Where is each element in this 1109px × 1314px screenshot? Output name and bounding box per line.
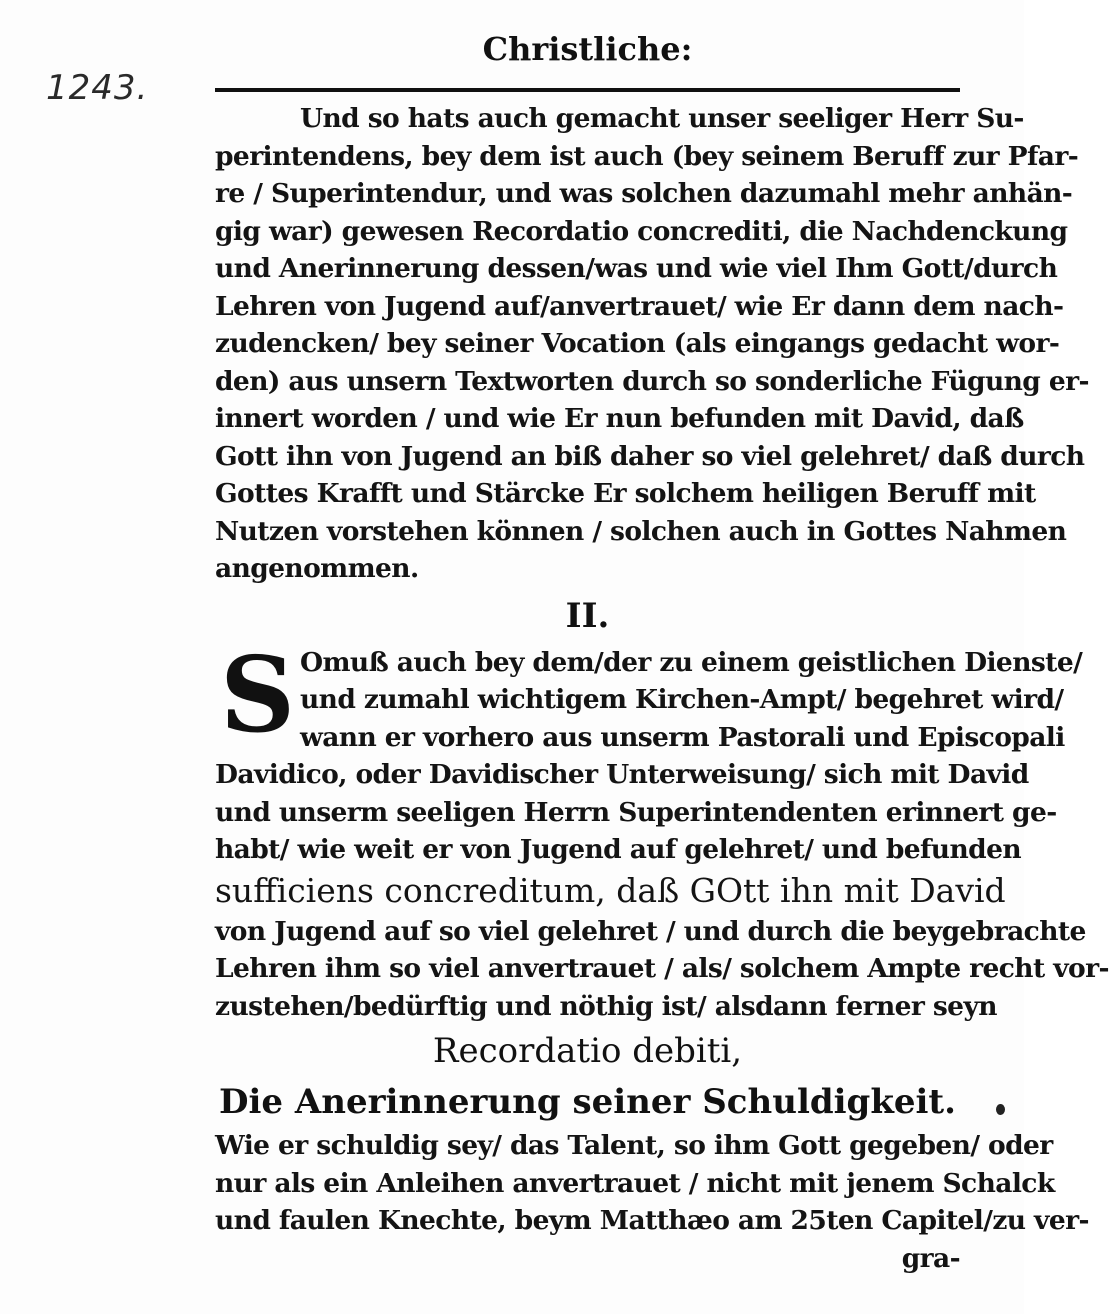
text-line: und unserm seeligen Herrn Superintendenten erinnert ge- [215,796,1057,828]
running-head: Christliche: [482,30,693,68]
heading-german: Die Anerinnerung seiner Schuldigkeit. [219,1082,956,1122]
text-line: und faulen Knechte, beym Matthæo am 25ten Capitel/zu ver- [215,1205,1089,1236]
text-line: zustehen/bedürftig und nöthig ist/ alsdann ferner seyn [215,990,997,1022]
text-line: Wie er schuldig sey/ das Talent, so ihm Gott gegeben/ oder [215,1130,1053,1161]
text-line: Und so hats auch gemacht unser seeliger Herr Su- [300,103,1024,134]
paragraph-3 [215,1127,1089,1277]
text-line: re / Superintendur, und was solchen dazumahl mehr anhän- [215,178,1073,209]
text-line: gig war) gewesen Recordatio concrediti, die Nachdenckung [215,215,1068,247]
text-line: perintendens, bey dem ist auch (bey seinem Beruff zur Pfar- [215,140,1079,172]
heading-latin: Recordatio debiti, [432,1031,743,1071]
paragraph-1 [215,100,1089,588]
text-line: innert worden / und wie Er nun befunden mit David, daß [215,403,1024,434]
text-line: habt/ wie weit er von Jugend auf gelehret/ und befunden [215,834,1021,865]
text-line: Lehren ihm so viel anvertrauet / als/ solchem Ampte recht vor- [215,953,1109,984]
text-line: wann er vorhero aus unserm Pastorali und Episcopali [300,721,1065,753]
text-line: Davidico, oder Davidischer Unterweisung/ sich mit David [215,759,1029,790]
text-line: und Anerinnerung dessen/was und wie viel Ihm Gott/durch [215,253,1058,284]
margin-dot [996,1104,1005,1115]
handwritten-margin-note: 1243. [46,68,149,108]
drop-cap-letter: S [220,632,296,756]
text-line: Nutzen vorstehen können / solchen auch in Gottes Nahmen [215,515,1067,547]
text-line: Gottes Krafft und Stärcke Er solchem heiligen Beruff mit [215,478,1036,509]
paragraph-2 [215,632,1109,1026]
text-line: Lehren von Jugend auf/anvertrauet/ wie Er dann dem nach- [215,290,1064,322]
text-line: zudencken/ bey seiner Vocation (als eingangs gedacht wor- [215,328,1060,359]
text-line: und zumahl wichtigem Kirchen-Ampt/ begehret wird/ [300,684,1064,715]
text-line: den) aus unsern Textworten durch so sonderliche Fügung er- [215,365,1089,397]
catchword: gra- [901,1242,960,1274]
body-text [215,100,1109,1277]
text-line: Omuß auch bey dem/der zu einem geistlichen Dienste/ [300,646,1083,678]
text-line: nur als ein Anleihen anvertrauet / nicht mit jenem Schalck [215,1167,1055,1199]
text-line: angenommen. [215,553,419,584]
text-line: sufficiens concreditum, daß GOtt ihn mit David [215,870,1006,910]
header-rule [215,88,960,92]
section-number: II. [565,595,610,636]
text-line: von Jugend auf so viel gelehret / und durch die beygebrachte [215,915,1086,947]
text-line: Gott ihn von Jugend an biß daher so viel gelehret/ daß durch [215,440,1085,472]
